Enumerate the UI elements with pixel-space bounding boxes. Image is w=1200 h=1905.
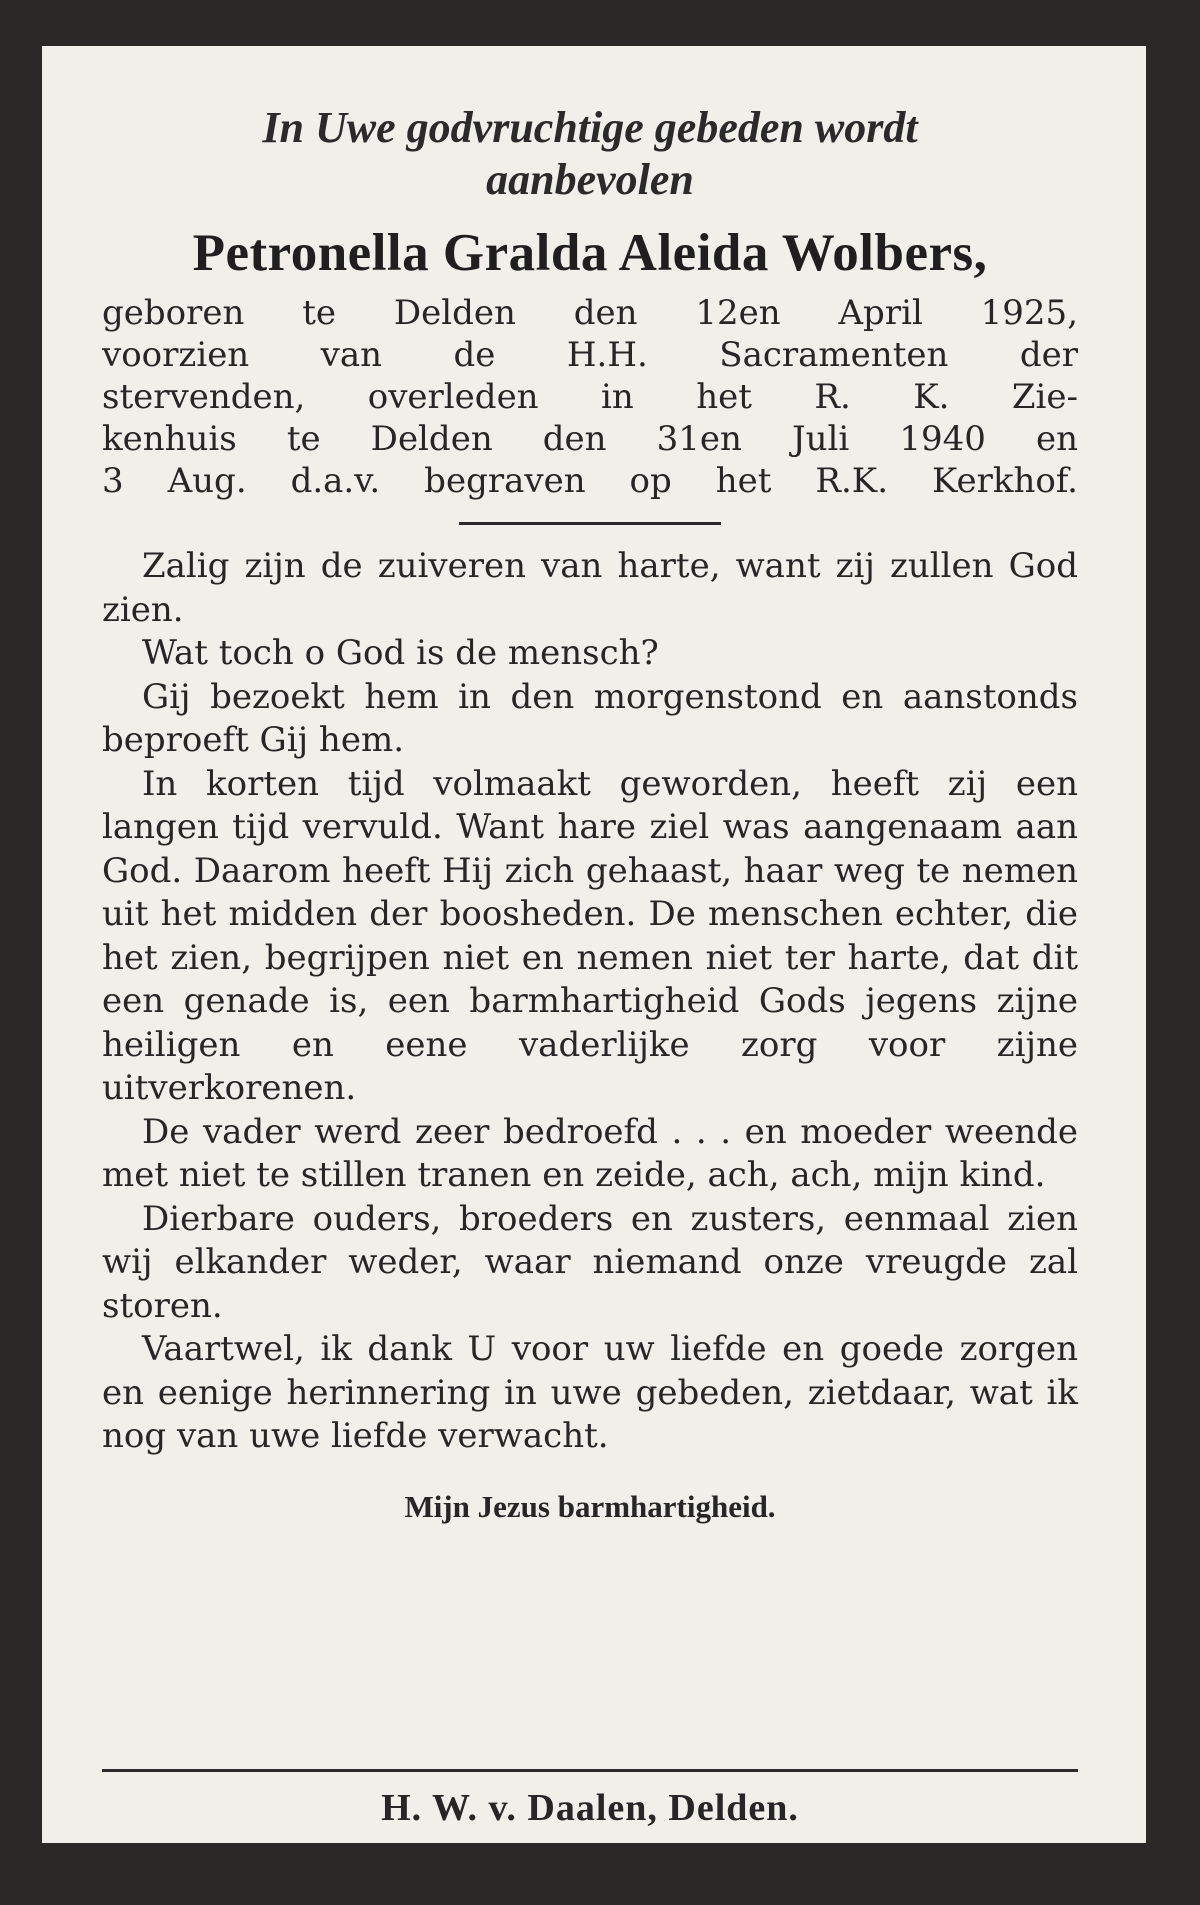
closing-invocation: Mijn Jezus barmhartigheid. (404, 1488, 776, 1524)
prayer-paragraph: Vaartwel, ik dank U voor uw liefde en goede zorgen en eenige herinnering in uwe gebeden, zietdaar, wat ik nog van uwe liefde verwacht. (102, 1329, 1078, 1456)
prayer-text (102, 545, 1078, 1459)
bio-line: voorzien van de H.H. Sacramenten der (102, 335, 1078, 375)
header-line-1: In Uwe godvruchtige gebeden wordt (262, 103, 918, 152)
bio-line: geboren te Delden den 12en April 1925, (102, 293, 1078, 333)
bio-line: kenhuis te Delden den 31en Juli 1940 en (102, 419, 1078, 459)
prayer-paragraph: De vader werd zeer bedroefd . . . en moeder weende met niet te stillen tranen en zeide, ach, ach, mijn kind. (102, 1111, 1078, 1195)
prayer-paragraph: Wat toch o God is de mensch? (142, 633, 659, 673)
prayer-paragraph: Zalig zijn de zuiveren van harte, want zij zullen God zien. (102, 546, 1078, 630)
prayer-paragraph: Gij bezoekt hem in den morgenstond en aanstonds beproeft Gij hem. (102, 676, 1078, 760)
divider-rule (459, 522, 721, 525)
prayer-paragraph: In korten tijd volmaakt geworden, heeft zij een langen tijd vervuld. Want hare ziel was aangenaam aan God. Daarom heeft Hij zich gehaast, haar weg te nemen uit het midden der boosheden. De menschen echter, die het zien, begrijpen niet en nemen niet ter harte, dat dit een genade is, een barmhartigheid Gods jegens zijne heiligen en eene vaderlijke zorg voor zijne uitverkorenen. (102, 763, 1078, 1108)
card-paper (42, 46, 1146, 1843)
biography (102, 292, 1078, 502)
prayer-paragraph: Dierbare ouders, broeders en zusters, eenmaal zien wij elkander weder, waar niemand onze vreugde zal storen. (102, 1198, 1078, 1326)
header-line-2: aanbevolen (486, 155, 694, 204)
deceased-name: Petronella Gralda Aleida Wolbers, (192, 224, 988, 282)
bottom-divider-rule (102, 1769, 1078, 1772)
bio-line: 3 Aug. d.a.v. begraven op het R.K. Kerkhof. (102, 461, 1078, 501)
bio-line: stervenden, overleden in het R. K. Zie- (102, 377, 1078, 417)
printer-imprint: H. W. v. Daalen, Delden. (381, 1787, 799, 1829)
